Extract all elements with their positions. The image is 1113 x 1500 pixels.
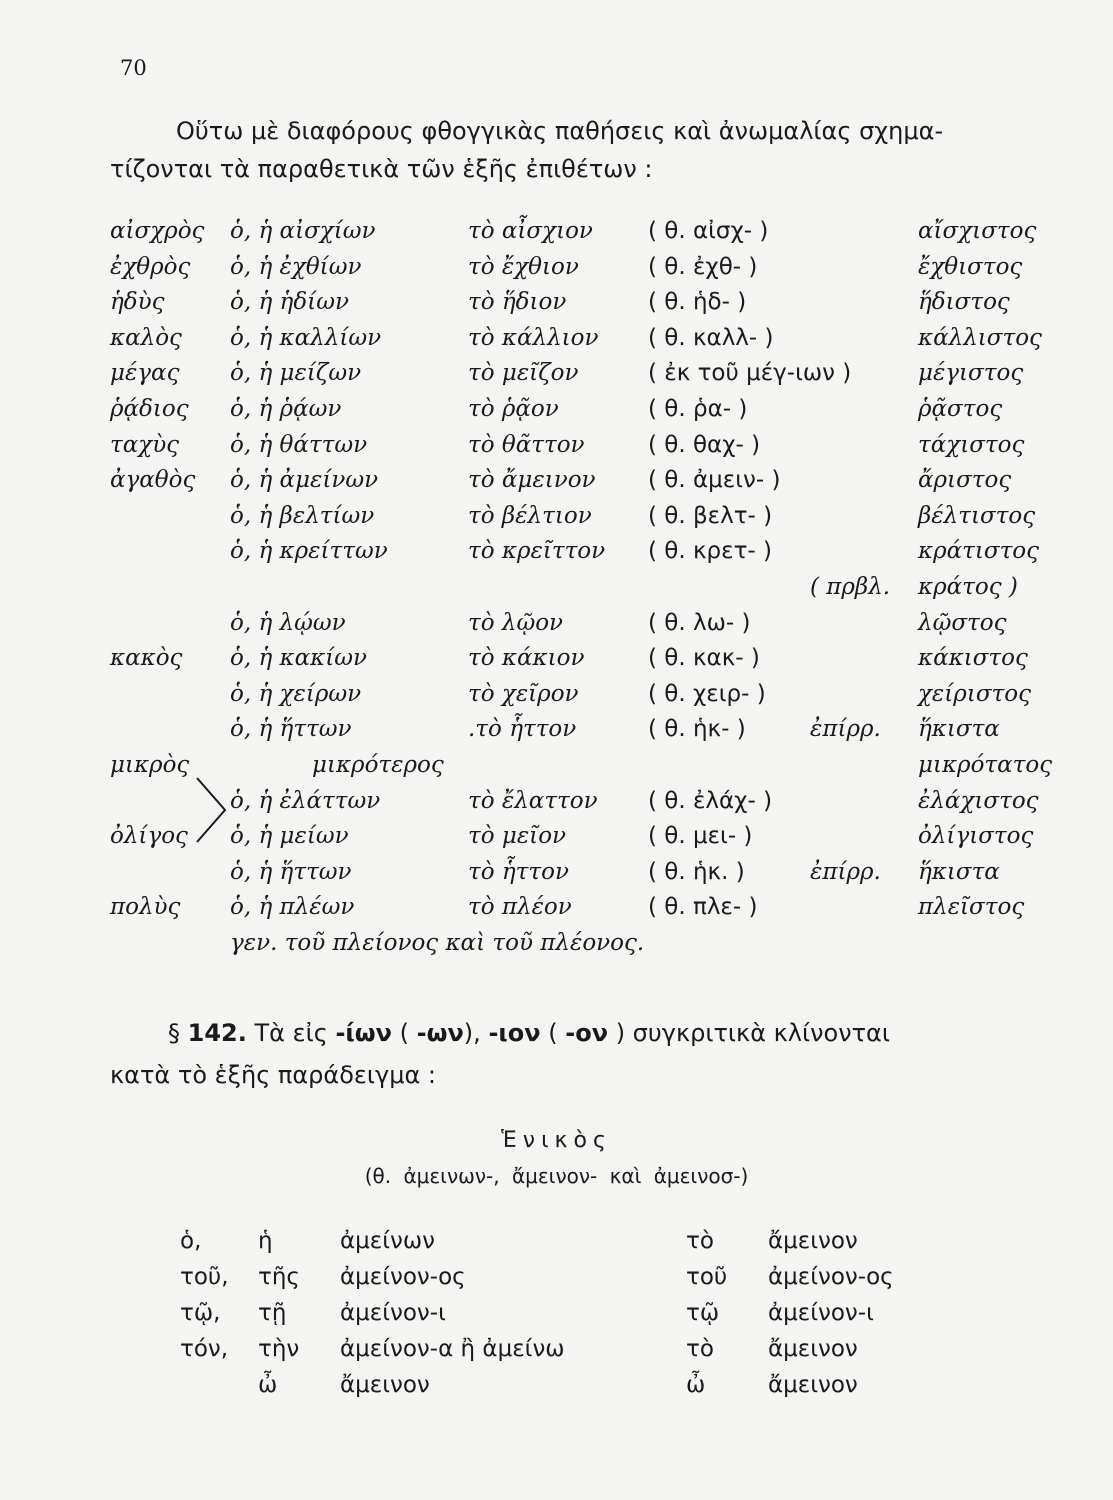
intro-line-2: τίζονται τὰ παραθετικὰ τῶν ἑξῆς ἐπιθέτων : bbox=[110, 155, 653, 183]
superlative-cell: ἔχθιστος bbox=[918, 253, 1023, 280]
neuter-cell: τὸ ἥδιον bbox=[468, 289, 567, 316]
comparative-cell: ὁ, ἡ πλέων bbox=[230, 894, 355, 921]
positive-cell: ὀλίγος bbox=[110, 823, 188, 850]
comparative-cell: ὁ, ἡ αἰσχίων bbox=[230, 218, 376, 244]
comparatives-table bbox=[0, 218, 1113, 965]
fem-article-cell: τῆς bbox=[258, 1264, 300, 1290]
comparative-cell: ὁ, ἡ χείρων bbox=[230, 680, 362, 707]
superlative-cell: ὀλίγιστος bbox=[918, 823, 1034, 850]
table-row bbox=[0, 574, 1113, 610]
neuter-cell: τὸ ῥᾷον bbox=[468, 395, 559, 422]
table-row bbox=[0, 610, 1113, 646]
fem-article-cell: τὴν bbox=[258, 1336, 300, 1362]
superlative-cell: μικρότατος bbox=[918, 751, 1053, 778]
table-row bbox=[0, 289, 1113, 325]
positive-cell: μικρὸς bbox=[110, 751, 190, 778]
positive-cell: ταχὺς bbox=[110, 431, 180, 458]
table-row bbox=[0, 681, 1113, 717]
table-row bbox=[0, 254, 1113, 290]
positive-cell: ἐχθρὸς bbox=[110, 253, 191, 280]
superlative-cell: πλεῖστος bbox=[918, 894, 1025, 921]
superlative-cell: κράτος ) bbox=[918, 573, 1018, 600]
neuter-cell: τὸ πλέον bbox=[468, 894, 572, 921]
section-number: 142. bbox=[187, 1019, 247, 1047]
comparative-cell: ὁ, ἡ μείζων bbox=[230, 360, 362, 387]
note-cell: ἐπίρρ. bbox=[810, 716, 881, 743]
superlative-cell: χείριστος bbox=[918, 680, 1031, 707]
positive-cell: καλὸς bbox=[110, 324, 182, 351]
form-cell: ἄμεινον bbox=[340, 1372, 430, 1398]
table-row bbox=[0, 788, 1113, 824]
section-142 bbox=[110, 1012, 1070, 1096]
neuter-cell: τὸ θᾶττον bbox=[468, 431, 585, 458]
stem-cell: ( θ. μει- ) bbox=[648, 823, 753, 850]
neuter-cell: τὸ ἔλαττον bbox=[468, 787, 598, 814]
table-row bbox=[0, 1300, 1113, 1336]
brace-mark bbox=[195, 776, 235, 846]
superlative-cell: ἥδιστος bbox=[918, 289, 1010, 316]
table-row bbox=[0, 859, 1113, 895]
superlative-cell: κάλλιστος bbox=[918, 324, 1042, 351]
table-row bbox=[0, 467, 1113, 503]
stem-cell: ( θ. ἐλάχ- ) bbox=[648, 787, 773, 814]
neuter-cell: τὸ ἔχθιον bbox=[468, 253, 579, 280]
positive-cell: ῥᾴδιος bbox=[110, 395, 189, 422]
comparative-cell: ὁ, ἡ κρείττων bbox=[230, 538, 388, 565]
comparative-cell: ὁ, ἡ ἐχθίων bbox=[230, 253, 362, 280]
form-cell: ἀμείνων bbox=[340, 1228, 435, 1254]
comparative-cell: μικρότερος bbox=[312, 751, 444, 778]
stem-cell: ( θ. ἡκ- ) bbox=[648, 716, 746, 743]
superlative-cell: ἥκιστα bbox=[918, 858, 1000, 885]
ending-ion: -ιον bbox=[488, 1019, 541, 1047]
neut-form-cell: ἄμεινον bbox=[768, 1228, 858, 1254]
section-text-5: ) συγκριτικὰ κλίνονται bbox=[615, 1019, 890, 1047]
positive-cell: πολὺς bbox=[110, 894, 181, 921]
form-cell: ἀμείνον-ι bbox=[340, 1300, 446, 1326]
neuter-cell: τὸ μεῖζον bbox=[468, 360, 579, 387]
singular-title: Ἑνικὸς bbox=[501, 1128, 612, 1153]
table-row bbox=[0, 645, 1113, 681]
intro-line-1: Οὕτω μὲ διαφόρους φθογγικὰς παθήσεις καὶ ἀνωμαλίας σχημα- bbox=[176, 117, 944, 145]
neut-form-cell: ἀμείνον-ι bbox=[768, 1300, 874, 1326]
note-cell: ( πρβλ. bbox=[810, 573, 891, 600]
stem-cell: ( θ. αἰσχ- ) bbox=[648, 218, 769, 244]
ending-wn: -ων bbox=[416, 1019, 464, 1047]
ending-iwn: -ίων bbox=[335, 1019, 392, 1047]
neut-form-cell: ἄμεινον bbox=[768, 1336, 858, 1362]
declension-table bbox=[0, 1228, 1113, 1408]
table-row bbox=[0, 823, 1113, 859]
section-sign: § bbox=[168, 1019, 180, 1047]
neut-form-cell: ἄμεινον bbox=[768, 1372, 858, 1398]
neut-article-cell: τὸ bbox=[686, 1336, 714, 1362]
stem-cell: ( θ. ἡκ. ) bbox=[648, 858, 745, 885]
stem-cell: ( θ. καλλ- ) bbox=[648, 324, 774, 351]
page-number: 70 bbox=[120, 56, 147, 80]
table-row bbox=[0, 538, 1113, 574]
form-cell: ἀμείνον-ος bbox=[340, 1264, 466, 1290]
table-row bbox=[0, 1264, 1113, 1300]
masc-article-cell: τοῦ, bbox=[180, 1264, 229, 1290]
table-row bbox=[0, 1336, 1113, 1372]
neut-article-cell: τοῦ bbox=[686, 1264, 728, 1290]
comparative-cell: ὁ, ἡ ἐλάττων bbox=[230, 787, 381, 814]
section-text-4: ( bbox=[548, 1019, 558, 1047]
stem-cell: ( θ. ἀμειν- ) bbox=[648, 467, 781, 494]
superlative-cell: λῷστος bbox=[918, 609, 1007, 636]
masc-article-cell: τόν, bbox=[180, 1336, 229, 1362]
comparative-cell: ὁ, ἡ μείων bbox=[230, 823, 349, 850]
stem-cell: ( θ. ἡδ- ) bbox=[648, 289, 747, 316]
masc-article-cell: ὁ, bbox=[180, 1228, 202, 1254]
superlative-cell: κράτιστος bbox=[918, 538, 1040, 565]
superlative-cell: ἥκιστα bbox=[918, 716, 1000, 743]
stem-cell: ( θ. κρετ- ) bbox=[648, 538, 772, 565]
neuter-cell: τὸ αἶσχιον bbox=[468, 218, 593, 244]
comparative-cell: ὁ, ἡ ἀμείνων bbox=[230, 467, 379, 494]
ending-on: -ον bbox=[565, 1019, 609, 1047]
neut-article-cell: ὦ bbox=[686, 1372, 706, 1398]
superlative-cell: ἐλάχιστος bbox=[918, 787, 1039, 814]
stem-cell: ( θ. πλε- ) bbox=[648, 894, 758, 921]
positive-cell: ἡδὺς bbox=[110, 289, 165, 316]
neut-form-cell: ἀμείνον-ος bbox=[768, 1264, 894, 1290]
neuter-cell: τὸ ἄμεινον bbox=[468, 467, 596, 494]
comparative-cell: ὁ, ἡ ἥττων bbox=[230, 858, 352, 885]
stem-cell: ( ἐκ τοῦ μέγ-ιων ) bbox=[648, 360, 852, 387]
stem-cell: ( θ. βελτ- ) bbox=[648, 502, 773, 529]
note-cell: ἐπίρρ. bbox=[810, 858, 881, 885]
section-text-2: ( bbox=[399, 1019, 409, 1047]
table-row bbox=[0, 1372, 1113, 1408]
table-row bbox=[0, 503, 1113, 539]
comparative-cell: ὁ, ἡ λῴων bbox=[230, 609, 346, 636]
comparative-cell: ὁ, ἡ ἥττων bbox=[230, 716, 352, 743]
positive-cell: κακὸς bbox=[110, 645, 183, 672]
section-line-2: κατὰ τὸ ἑξῆς παράδειγμα : bbox=[110, 1061, 437, 1089]
stem-cell: ( θ. κακ- ) bbox=[648, 645, 760, 672]
form-cell: ἀμείνον-α ἢ ἀμείνω bbox=[340, 1336, 565, 1362]
table-row bbox=[0, 432, 1113, 468]
superlative-cell: βέλτιστος bbox=[918, 502, 1036, 529]
genitive-note bbox=[0, 930, 1113, 966]
comparative-cell: ὁ, ἡ κακίων bbox=[230, 645, 368, 672]
comparative-cell: ὁ, ἡ ῥᾴων bbox=[230, 395, 342, 422]
table-row bbox=[0, 1228, 1113, 1264]
stem-cell: ( θ. θαχ- ) bbox=[648, 431, 761, 458]
table-row bbox=[0, 325, 1113, 361]
section-text-3: ), bbox=[463, 1019, 481, 1047]
table-row bbox=[0, 894, 1113, 930]
comparative-cell: ὁ, ἡ θάττων bbox=[230, 431, 368, 458]
neut-article-cell: τὸ bbox=[686, 1228, 714, 1254]
neuter-cell: τὸ ἧττον bbox=[468, 858, 569, 885]
positive-cell: ἀγαθὸς bbox=[110, 467, 196, 494]
comparative-cell: ὁ, ἡ καλλίων bbox=[230, 324, 382, 351]
superlative-cell: ῥᾷστος bbox=[918, 395, 1003, 422]
stem-cell: ( θ. ῥα- ) bbox=[648, 395, 748, 422]
fem-article-cell: τῇ bbox=[258, 1300, 287, 1326]
fem-article-cell: ὦ bbox=[258, 1372, 278, 1398]
genitive-text: γεν. τοῦ πλείονος καὶ τοῦ πλέονος. bbox=[230, 929, 645, 956]
neuter-cell: τὸ χεῖρον bbox=[468, 680, 579, 707]
neuter-cell: τὸ κάκιον bbox=[468, 645, 585, 672]
comparative-cell: ὁ, ἡ ἡδίων bbox=[230, 289, 349, 316]
neuter-cell: τὸ κρεῖττον bbox=[468, 538, 606, 565]
stem-line: (θ. ἀμεινων-, ἄμεινον- καὶ ἀμεινοσ-) bbox=[364, 1164, 749, 1188]
intro-paragraph bbox=[110, 112, 1060, 188]
comparative-cell: ὁ, ἡ βελτίων bbox=[230, 502, 375, 529]
superlative-cell: ἄριστος bbox=[918, 467, 1012, 494]
neuter-cell: τὸ βέλτιον bbox=[468, 502, 592, 529]
table-row bbox=[0, 360, 1113, 396]
section-text-1: Τὰ εἰς bbox=[254, 1019, 328, 1047]
neut-article-cell: τῷ bbox=[686, 1300, 720, 1326]
positive-cell: αἰσχρὸς bbox=[110, 218, 205, 244]
neuter-cell: .τὸ ἧττον bbox=[468, 716, 577, 743]
superlative-cell: τάχιστος bbox=[918, 431, 1025, 458]
table-row bbox=[0, 752, 1113, 788]
stem-cell: ( θ. λω- ) bbox=[648, 609, 751, 636]
superlative-cell: αἴσχιστος bbox=[918, 218, 1037, 244]
stem-cell: ( θ. χειρ- ) bbox=[648, 680, 766, 707]
stem-cell: ( θ. ἐχθ- ) bbox=[648, 253, 758, 280]
positive-cell: μέγας bbox=[110, 360, 180, 387]
neuter-cell: τὸ μεῖον bbox=[468, 823, 567, 850]
superlative-cell: μέγιστος bbox=[918, 360, 1024, 387]
masc-article-cell: τῷ, bbox=[180, 1300, 221, 1326]
neuter-cell: τὸ κάλλιον bbox=[468, 324, 599, 351]
superlative-cell: κάκιστος bbox=[918, 645, 1028, 672]
table-row bbox=[0, 396, 1113, 432]
neuter-cell: τὸ λῷον bbox=[468, 609, 564, 636]
fem-article-cell: ἡ bbox=[258, 1228, 273, 1254]
table-row bbox=[0, 218, 1113, 254]
table-row bbox=[0, 716, 1113, 752]
